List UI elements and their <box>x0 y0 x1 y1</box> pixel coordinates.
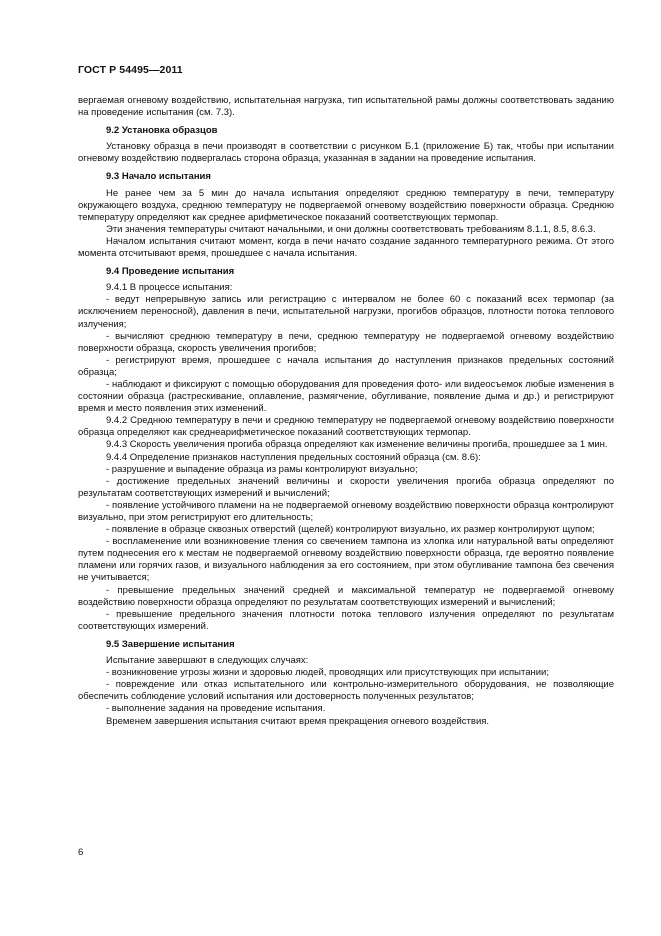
section-heading-9-5: 9.5 Завершение испытания <box>106 638 235 650</box>
section-heading-9-3: 9.3 Начало испытания <box>106 171 211 183</box>
list-item: - наблюдают и фиксируют с помощью оборудования для проведения фото- или видеосъемок любые изменения в состоянии образца (растрескивание, оплавление, размягчение, обугливание, появление дыма и др.) и регистрируют время и место появления этих изменений. <box>78 378 614 415</box>
list-item: - регистрируют время, прошедшее с начала испытания до наступления признаков предельных состояний образца; <box>78 354 614 378</box>
page-number: 6 <box>78 847 84 858</box>
paragraph: Установку образца в печи производят в соответствии с рисунком Б.1 (приложение Б) так, чтобы при испытании огневому воздействию подвергалась сторона образца, указанная в задании на проведение испытания. <box>78 141 614 165</box>
list-item: - возникновение угрозы жизни и здоровью людей, проводящих или присутствующих при испытании; <box>106 667 549 679</box>
paragraph: Не ранее чем за 5 мин до начала испытания определяют среднюю температуру в печи, температуру окружающего воздуха, среднюю температуру не подвергаемой огневому воздействию поверхности образца. Среднюю температуру определяют как среднее арифметическое показаний соответствующих термопар. <box>78 187 614 223</box>
subclause-9-4-3: 9.4.3 Скорость увеличения прогиба образца определяют как изменение величины прогиба, прошедшее за 1 мин. <box>106 439 608 451</box>
list-item: - повреждение или отказ испытательного или контрольно-измерительного оборудования, не позволяющие обеспечить соблюдение условий испытания или достоверность полученных результатов; <box>78 679 614 703</box>
standard-code-header: ГОСТ Р 54495—2011 <box>78 64 183 76</box>
list-item: - ведут непрерывную запись или регистрацию с интервалом не более 60 с показаний всех термопар (за исключением переносной), давления в печи, испытательной нагрузки, прогибов образцов, плотности потока теплового излучения; <box>78 294 614 330</box>
list-item: - вычисляют среднюю температуру в печи, среднюю температуру не подвергаемой огневому воздействию поверхности образца, скорость увеличения прогибов; <box>78 330 614 354</box>
list-item: - выполнение задания на проведение испытания. <box>106 703 326 715</box>
list-item: - воспламенение или возникновение тления со свечением тампона из хлопка или натуральной ваты определяют путем поднесения его к местам не подвергаемой огневому воздействию поверхности образца, где вероятно появление пламени или горячих газов, и визуального наблюдения за его состоянием, при этом обугливание тампона без свечения не учитывается; <box>78 536 614 584</box>
list-item: - превышение предельного значения плотности потока теплового излучения определяют по результатам соответствующих измерений. <box>78 608 614 632</box>
paragraph: Началом испытания считают момент, когда в печи начато создание заданного температурного режима. От этого момента отсчитывают время, прошедшее с начала испытания. <box>78 235 614 260</box>
list-item: - превышение предельных значений средней и максимальной температур не подвергаемой огневому воздействию поверхности образца определяют по результатам соответствующих измерений и вычислений; <box>78 584 614 608</box>
subclause-9-4-1: 9.4.1 В процессе испытания: <box>106 282 233 294</box>
continuation-paragraph: вергаемая огневому воздействию, испытательная нагрузка, тип испытательной рамы должны соответствовать заданию на проведение испытания (см. 7.3). <box>78 95 614 119</box>
subclause-9-4-2: 9.4.2 Среднюю температуру в печи и среднюю температуру не подвергаемой огневому воздействию поверхности образца определяют как среднеарифметическое показаний соответствующих термопар. <box>78 415 614 439</box>
paragraph: Испытание завершают в следующих случаях: <box>106 655 309 667</box>
paragraph: Временем завершения испытания считают время прекращения огневого воздействия. <box>106 715 490 727</box>
document-body <box>78 95 614 728</box>
list-item: - разрушение и выпадение образца из рамы контролируют визуально; <box>106 463 418 475</box>
list-item: - достижение предельных значений величины и скорости увеличения прогиба образца определяют по результатам соответствующих измерений и вычислений; <box>78 475 614 499</box>
list-item: - появление устойчивого пламени на не подвергаемой огневому воздействию поверхности образца контролируют визуально, при этом регистрируют его длительность; <box>78 499 614 523</box>
list-item: - появление в образце сквозных отверстий (щелей) контролируют визуально, их размер контролируют щупом; <box>106 524 595 536</box>
section-heading-9-4: 9.4 Проведение испытания <box>106 266 235 278</box>
subclause-9-4-4: 9.4.4 Определение признаков наступления предельных состояний образца (см. 8.6): <box>106 451 481 463</box>
paragraph: Эти значения температуры считают начальными, и они должны соответствовать требованиям 8.1.1, 8.5, 8.6.3. <box>106 223 596 235</box>
section-heading-9-2: 9.2 Установка образцов <box>106 125 218 137</box>
